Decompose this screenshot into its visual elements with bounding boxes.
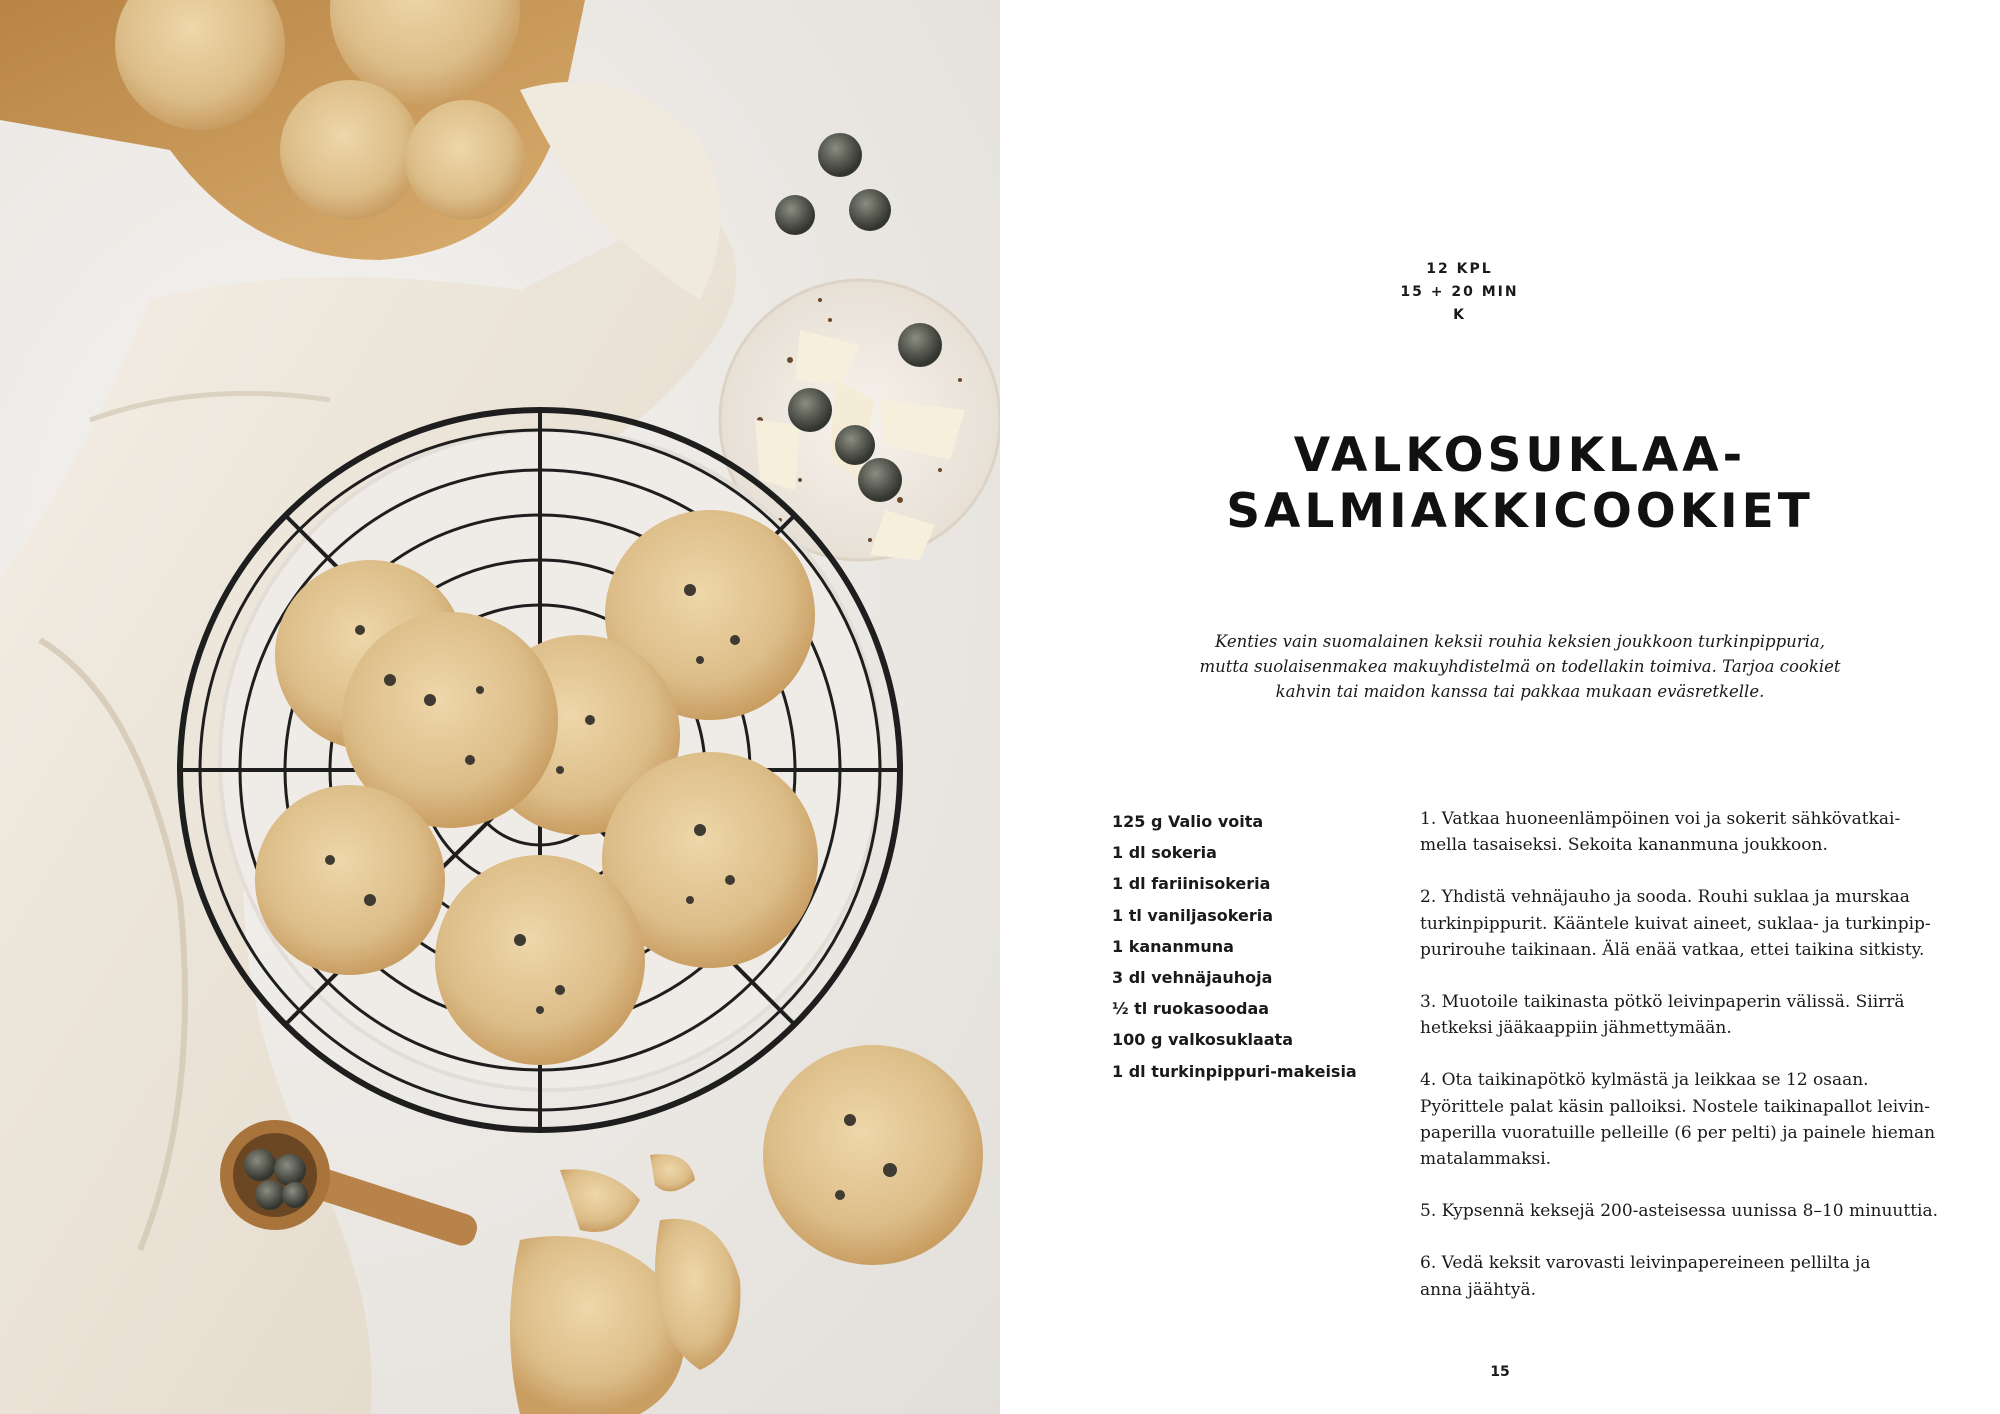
intro-line: Kenties vain suomalainen keksii rouhia keksien joukkoon turkinpippuria, [1214,632,1826,651]
step-line: mella tasaiseksi. Sekoita kananmuna joukkoon. [1420,835,1828,856]
step-line: 3. Muotoile taikinasta pötkö leivinpaperin välissä. Siirrä [1420,992,1905,1013]
step-line: turkinpippurit. Kääntele kuivat aineet, suklaa- ja turkinpip- [1420,913,1931,934]
ingredient-item: 1 tl vaniljasokeria [1112,905,1274,925]
step-line: 2. Yhdistä vehnäjauho ja sooda. Rouhi suklaa ja murskaa [1420,887,1910,908]
yield: 12 KPL [1426,261,1493,277]
recipe-meta [1392,258,1527,327]
recipe-title-line: SALMIAKKICOOKIET [1226,484,1814,539]
ingredient-item: ½ tl ruokasoodaa [1112,999,1270,1019]
step-line: 1. Vatkaa huoneenlämpöinen voi ja sokerit sähkövatkai- [1420,809,1901,829]
ingredient-item: 1 dl fariinisokeria [1112,874,1271,894]
method-step [1420,1067,1940,1172]
step-line: matalammaksi. [1420,1149,1552,1170]
method-step [1420,1198,1940,1224]
method-step [1420,806,1940,858]
step-line: hetkeksi jääkaappiin jähmettymään. [1420,1018,1732,1039]
ingredient-item: 1 dl sokeria [1112,843,1217,863]
recipe-text-page [1000,0,2000,1414]
step-line: 4. Ota taikinapötkö kylmästä ja leikkaa se 12 osaan. [1420,1070,1869,1091]
step-line: paperilla vuoratuille pelleille (6 per pelti) ja painele hieman [1420,1122,1936,1143]
step-line: 5. Kypsennä keksejä 200-asteisessa uunissa 8–10 minuuttia. [1420,1201,1939,1222]
recipe-title [1130,428,1910,540]
method-step [1420,884,1940,963]
ingredient-item: 125 g Valio voita [1112,812,1264,831]
diet-code: K [1453,307,1466,323]
time: 15 + 20 MIN [1400,284,1519,300]
method-steps [1420,806,1940,1329]
ingredient-item: 3 dl vehnäjauhoja [1112,968,1273,988]
ingredient-item: 1 kananmuna [1112,936,1234,956]
step-line: Pyörittele palat käsin palloiksi. Nostele taikinapallot leivin- [1420,1096,1930,1117]
step-line: anna jäähtyä. [1420,1279,1537,1300]
recipe-intro [1180,629,1860,704]
method-step [1420,989,1940,1041]
ingredient-item: 100 g valkosuklaata [1112,1030,1293,1050]
step-line: purirouhe taikinaan. Älä enää vatkaa, ettei taikina sitkisty. [1420,939,1925,960]
method-step [1420,1250,1940,1302]
page-number: 15 [1490,1364,1510,1380]
recipe-title-line: VALKOSUKLAA- [1293,428,1747,483]
step-line: 6. Vedä keksit varovasti leivinpapereineen pellilta ja [1420,1253,1871,1274]
ingredient-item: 1 dl turkinpippuri-makeisia [1112,1061,1357,1081]
intro-line: kahvin tai maidon kanssa tai pakkaa mukaan eväsretkelle. [1275,682,1765,701]
ingredient-list [1112,806,1372,1087]
intro-line: mutta suolaisenmakea makuyhdistelmä on todellakin toimiva. Tarjoa cookiet [1199,657,1841,676]
